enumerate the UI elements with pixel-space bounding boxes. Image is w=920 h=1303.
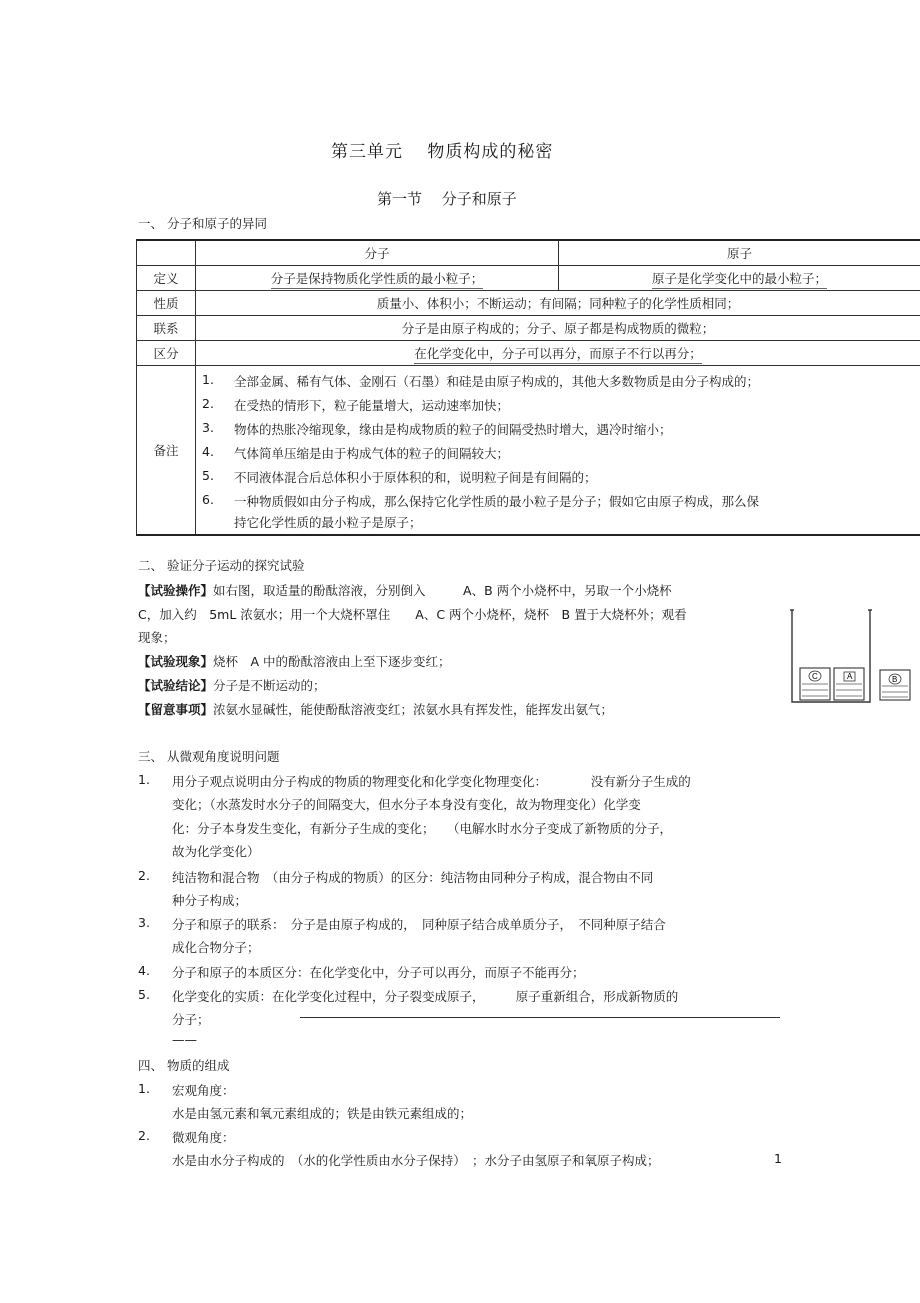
beaker-diagram <box>788 606 912 706</box>
s3-line: 化学变化的实质：在化学变化过程中，分子裂变成原子， 原子重新组合，形成新物质的 <box>172 989 679 1004</box>
note-item <box>202 492 214 507</box>
section1-heading: 一、 分子和原子的异同 <box>138 216 267 231</box>
note-num: 6. <box>202 492 214 507</box>
row-label-notes: 备注 <box>137 366 196 536</box>
note-num: 2. <box>202 396 214 411</box>
cell-difference <box>196 341 920 366</box>
s3-line: 用分子观点说明由分子构成的物质的物理变化和化学变化物理变化： 没有新分子生成的 <box>172 774 691 789</box>
conclusion-line <box>138 676 326 694</box>
note-item <box>202 468 214 483</box>
s3-line: 成化合物分子； <box>172 940 260 955</box>
cell-property: 质量小、体积小；不断运动；有间隔；同种粒子的化学性质相同； <box>196 291 920 316</box>
s3-line: 故为化学变化） <box>172 844 260 859</box>
cell-def-atom <box>559 266 920 291</box>
def-atom-text: 原子是化学变化中的最小粒子； <box>652 271 827 289</box>
caution-line <box>138 700 613 718</box>
s3-line: 分子和原子的本质区分：在化学变化中，分子可以再分，而原子不能再分； <box>172 965 585 980</box>
s3-line: 变化；（水蒸发时水分子的间隔变大，但水分子本身没有变化，故为物理变化）化学变 <box>172 797 641 812</box>
note-text: 气体简单压缩是由于构成气体的粒子的间隔较大； <box>234 446 510 461</box>
note-item <box>202 372 214 387</box>
caution-text: 浓氨水显碱性，能使酚酞溶液变红；浓氨水具有挥发性，能挥发出氨气； <box>213 702 614 717</box>
section-title: 第一节 分子和原子 <box>377 190 517 208</box>
s3-num: 3. <box>138 915 150 930</box>
beaker-svg <box>788 606 912 706</box>
cell-def-molecule <box>196 266 559 291</box>
note-item <box>202 444 214 459</box>
section2-heading: 二、 验证分子运动的探究试验 <box>138 558 305 573</box>
note-item <box>202 396 214 411</box>
s3-line: 分子和原子的联系： 分子是由原子构成的， 同种原子结合成单质分子， 不同种原子结合 <box>172 917 666 932</box>
s3-line: 纯洁物和混合物 （由分子构成的物质）的区分：纯洁物由同种分子构成，混合物由不同 <box>172 870 654 885</box>
def-molecule-text: 分子是保持物质化学性质的最小粒子； <box>271 271 484 289</box>
note-num: 1. <box>202 372 214 387</box>
s3-num: 4. <box>138 963 150 978</box>
difference-text: 在化学变化中，分子可以再分，而原子不行以再分； <box>414 346 702 364</box>
s4-text: 水是由氢元素和氧元素组成的；铁是由铁元素组成的； <box>172 1106 473 1121</box>
section3-heading: 三、 从微观角度说明问题 <box>138 749 280 764</box>
op-line1 <box>138 581 672 599</box>
header-molecule: 分子 <box>196 240 559 266</box>
op-line2: C，加入约 5mL 浓氨水；用一个大烧杯罩住 A、C 两个小烧杯，烧杯 B 置于大烧杯外；观看 <box>138 607 687 622</box>
note-num: 4. <box>202 444 214 459</box>
s4-num: 1. <box>138 1081 150 1096</box>
caution-label: 【留意事项】 <box>138 702 214 717</box>
note-num: 5. <box>202 468 214 483</box>
s3-num: 1. <box>138 772 150 787</box>
s3-line: 化：分子本身发生变化，有新分子生成的变化； （电解水时水分子变成了新物质的分子， <box>172 821 673 836</box>
note-text: 物体的热胀冷缩现象，缘由是构成物质的粒子的间隔受热时增大，遇冷时缩小； <box>234 422 672 437</box>
section4-heading: 四、 物质的组成 <box>138 1058 230 1073</box>
s3-line: 种分子构成； <box>172 893 248 908</box>
phen-text: 烧杯 A 中的酚酞溶液由上至下逐步变红； <box>213 654 451 669</box>
page-title: 第三单元 物质构成的秘密 <box>331 142 554 162</box>
row-label-relation: 联系 <box>137 316 196 341</box>
concl-label: 【试验结论】 <box>138 678 214 693</box>
note-text-cont: 持它化学性质的最小粒子是原子； <box>234 515 422 530</box>
beaker-c-label: C <box>812 672 818 681</box>
phenomenon-line <box>138 652 451 670</box>
op-line3: 现象； <box>138 630 176 645</box>
op-text1: 如右图，取适量的酚酞溶液，分别倒入 A、B 两个小烧杯中，另取一个小烧杯 <box>213 583 672 598</box>
s3-rule <box>300 1017 780 1018</box>
row-label-difference: 区分 <box>137 341 196 366</box>
cell-relation: 分子是由原子构成的；分子、原子都是构成物质的微粒； <box>196 316 920 341</box>
note-text: 不同液体混合后总体积小于原体积的和，说明粒子间是有间隔的； <box>234 470 597 485</box>
note-item <box>202 420 214 435</box>
beaker-b-label: B <box>892 675 898 684</box>
table-corner <box>137 240 196 266</box>
s4-num: 2. <box>138 1128 150 1143</box>
concl-text: 分子是不断运动的； <box>213 678 326 693</box>
note-text: 在受热的情形下，粒子能量增大，运动速率加快； <box>234 398 510 413</box>
beaker-a-label: A <box>847 672 853 681</box>
s4-label: 微观角度： <box>172 1130 235 1145</box>
note-text: 一种物质假如由分子构成，那么保持它化学性质的最小粒子是分子；假如它由原子构成，那么保 <box>234 494 760 509</box>
large-beaker <box>792 610 870 702</box>
s3-dash: —— <box>172 1032 197 1047</box>
row-label-definition: 定义 <box>137 266 196 291</box>
s3-num: 5. <box>138 987 150 1002</box>
op-label: 【试验操作】 <box>138 583 214 598</box>
note-text: 全部金属、稀有气体、金刚石（石墨）和硅是由原子构成的，其他大多数物质是由分子构成的； <box>234 374 760 389</box>
cell-notes <box>196 366 920 536</box>
header-atom: 原子 <box>559 240 920 266</box>
s4-label: 宏观角度： <box>172 1083 235 1098</box>
note-num: 3. <box>202 420 214 435</box>
s3-line: 分子； <box>172 1012 210 1027</box>
comparison-table <box>136 239 920 536</box>
s3-num: 2. <box>138 868 150 883</box>
row-label-property: 性质 <box>137 291 196 316</box>
page-number: 1 <box>774 1151 782 1166</box>
s4-text: 水是由水分子构成的 （水的化学性质由水分子保持） ；水分子由氢原子和氧原子构成； <box>172 1153 660 1168</box>
phen-label: 【试验现象】 <box>138 654 214 669</box>
